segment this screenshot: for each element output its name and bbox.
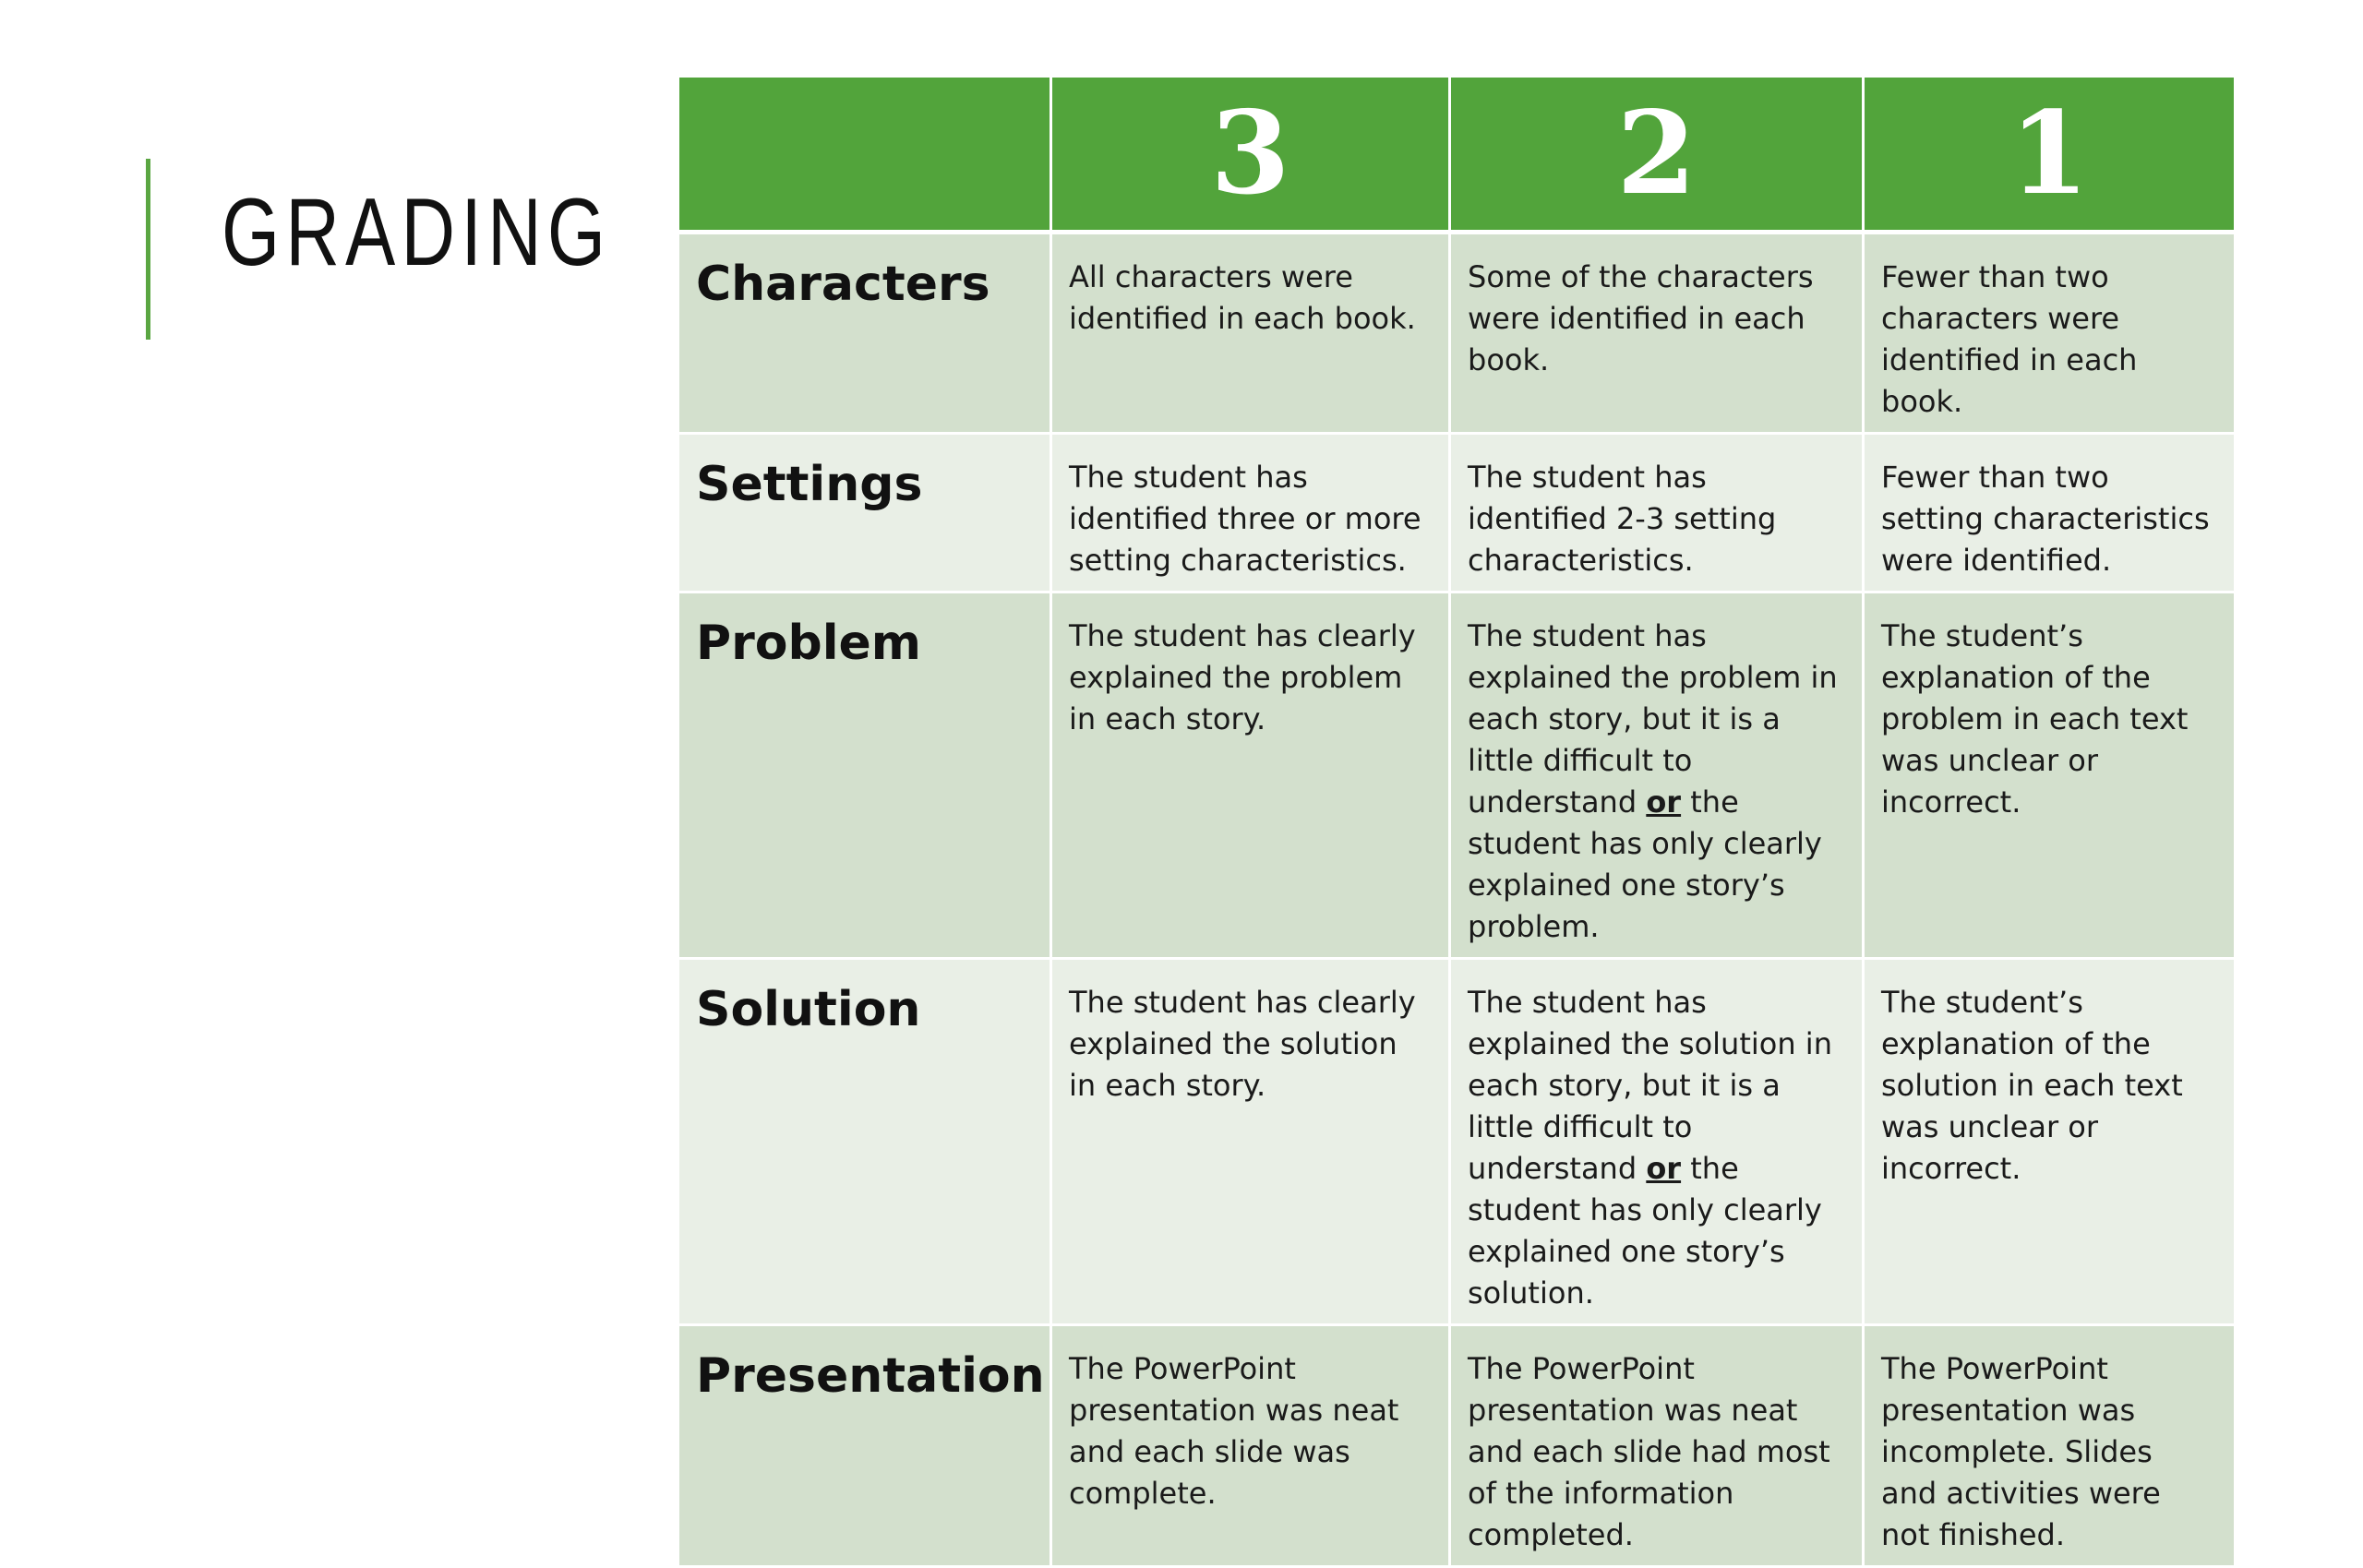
rubric-row-solution	[679, 960, 2234, 1326]
score-3-description: The PowerPoint presentation was neat and each slide was complete.	[1052, 1326, 1451, 1568]
score-1-description: The student’s explanation of the problem in each text was unclear or incorrect.	[1865, 593, 2234, 960]
score-2-text-pre: The student has explained the problem in each story, but it is a little difficult to understand	[1468, 618, 1838, 820]
score-2-text-pre: The student has explained the solution in each story, but it is a little difficult to understand	[1468, 985, 1832, 1186]
score-3-description: The student has identified three or more setting characteristics.	[1052, 435, 1451, 593]
score-2-description: Some of the characters were identified in each book.	[1451, 234, 1865, 435]
criterion-label: Settings	[679, 435, 1052, 593]
emphasis-or: or	[1646, 1151, 1682, 1186]
slide-title: GRADING	[222, 179, 612, 286]
score-1-description: Fewer than two characters were identified in each book.	[1865, 234, 2234, 435]
criterion-label: Solution	[679, 960, 1052, 1326]
score-2-description: The student has identified 2-3 setting characteristics.	[1451, 435, 1865, 593]
rubric-row-settings	[679, 435, 2234, 593]
rubric-header-row	[679, 78, 2234, 234]
score-1-description: Fewer than two setting characteristics were identified.	[1865, 435, 2234, 593]
criterion-label: Problem	[679, 593, 1052, 960]
score-2-description	[1451, 593, 1865, 960]
criterion-label: Presentation	[679, 1326, 1052, 1568]
score-2-text-post: the student has only clearly explained one story’s problem.	[1468, 784, 1822, 944]
score-3-description: The student has clearly explained the solution in each story.	[1052, 960, 1451, 1326]
score-3-description: All characters were identified in each book.	[1052, 234, 1451, 435]
score-2-description: The PowerPoint presentation was neat and each slide had most of the information completed.	[1451, 1326, 1865, 1568]
score-2-text-post: the student has only clearly explained one story’s solution.	[1468, 1151, 1822, 1311]
emphasis-or: or	[1646, 784, 1682, 820]
header-score-3: 3	[1052, 78, 1451, 234]
score-1-description: The student’s explanation of the solution in each text was unclear or incorrect.	[1865, 960, 2234, 1326]
rubric-row-characters	[679, 234, 2234, 435]
score-3-description: The student has clearly explained the problem in each story.	[1052, 593, 1451, 960]
score-2-description	[1451, 960, 1865, 1326]
grading-rubric-table	[679, 78, 2234, 1568]
score-1-description: The PowerPoint presentation was incomplete. Slides and activities were not finished.	[1865, 1326, 2234, 1568]
rubric-row-presentation	[679, 1326, 2234, 1568]
header-empty-cell	[679, 78, 1052, 234]
title-accent-bar	[146, 159, 150, 340]
header-score-1: 1	[1865, 78, 2234, 234]
header-score-2: 2	[1451, 78, 1865, 234]
criterion-label: Characters	[679, 234, 1052, 435]
rubric-row-problem	[679, 593, 2234, 960]
